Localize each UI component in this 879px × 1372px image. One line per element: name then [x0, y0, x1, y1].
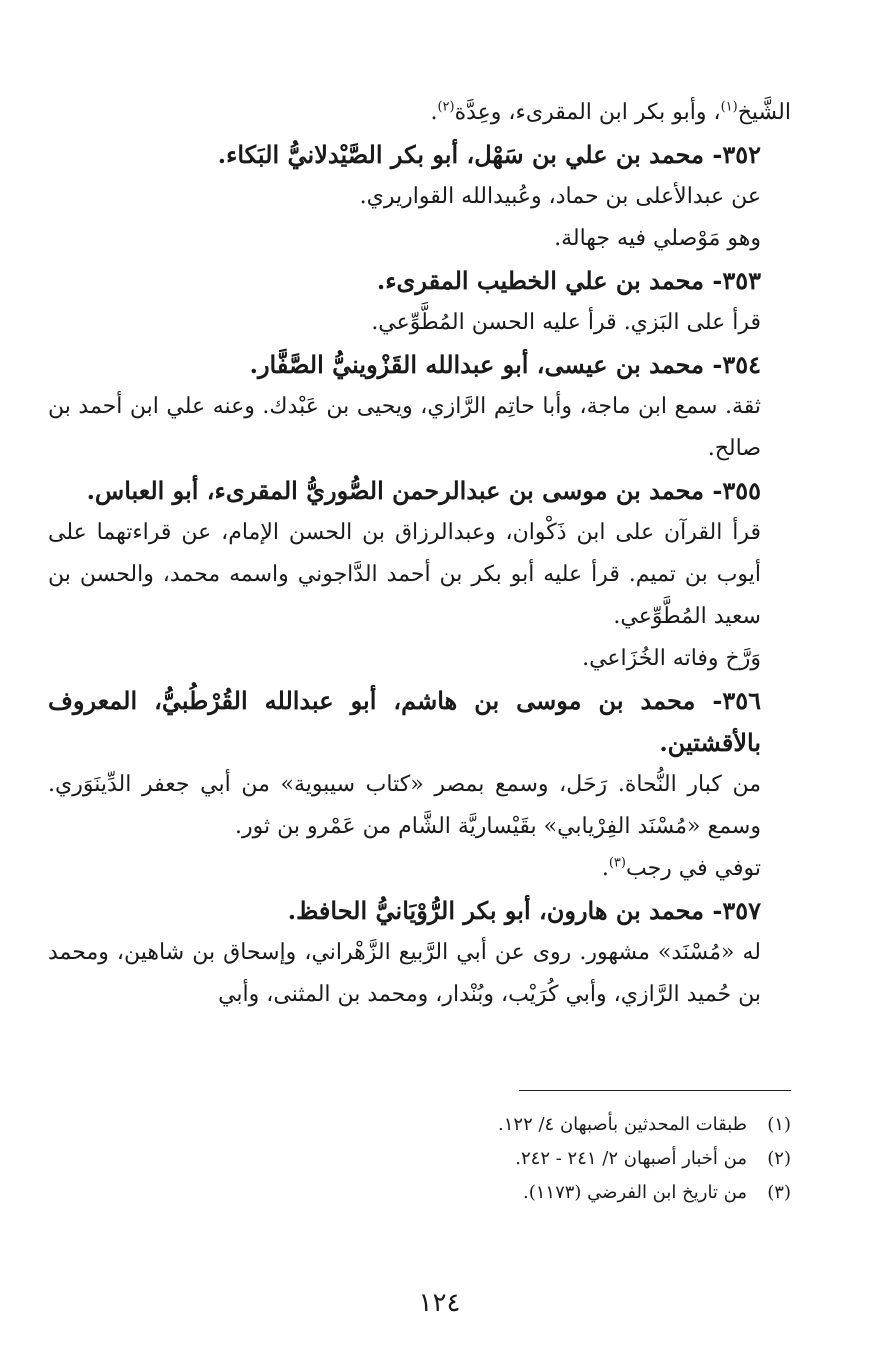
entry-title: محمد بن هارون، أبو بكر الرُّوْيَانيُّ الحافظ. [287, 896, 704, 925]
footnote-divider [519, 1090, 791, 1091]
entry-title: محمد بن علي بن سَهْل، أبو بكر الصَّيْدلانيُّ البَكاء. [217, 140, 704, 169]
footnotes [48, 1108, 791, 1210]
entry-number: ٣٥٥- [712, 476, 761, 505]
footnote-mark: (١) [767, 1114, 791, 1135]
entry-355-text-1: قرأ القرآن على ابن ذَكْوان، وعبدالرزاق بن الحسن الإمام، عن قراءتهما على أيوب بن تميم. قرأ عليه أبو بكر بن أحمد الدَّاجوني واسمه محمد، والحسن بن سعيد المُطَّوِّعي. [48, 520, 762, 629]
entry-title: محمد بن علي الخطيب المقرىء. [376, 266, 704, 295]
entry-number: ٣٥٧- [712, 896, 761, 925]
entry-354-text-1: ثقة. سمع ابن ماجة، وأبا حاتِم الرَّازي، ويحيى بن عَبْدك. وعنه علي ابن أحمد بن صالح. [48, 394, 761, 461]
entry-356-heading [48, 680, 791, 764]
entry-354-heading [48, 344, 791, 386]
footnote-2 [48, 1142, 791, 1176]
text-fragment: . [430, 100, 438, 125]
entry-number: ٣٥٣- [712, 266, 761, 295]
text-fragment: . [601, 856, 609, 881]
page-body [48, 92, 791, 1016]
text-fragment: ، وأبو بكر ابن المقرىء، وعِدَّة [454, 100, 721, 125]
entry-number: ٣٥٤- [712, 350, 761, 379]
text-fragment: توفي في رجب [625, 856, 761, 881]
page-number: ١٢٤ [418, 1288, 461, 1318]
footnote-3 [48, 1176, 791, 1210]
entry-357-text-1: له «مُسْنَد» مشهور. روى عن أبي الرَّبيع الزَّهْراني، وإسحاق بن شاهين، ومحمد بن حُميد الرَّازي، وأبي كُرَيْب، وبُنْدار، ومحمد بن المثنى، وأبي [48, 940, 761, 1007]
entry-number: ٣٥٦- [712, 686, 762, 715]
footnote-1 [48, 1108, 791, 1142]
entry-357-heading [48, 890, 791, 932]
entry-352-text-2: وهو مَوْصلي فيه جهالة. [554, 226, 761, 251]
entry-title: محمد بن موسى بن عبدالرحمن الصُّوريُّ المقرىء، أبو العباس. [86, 476, 704, 505]
continuation-line [48, 92, 791, 134]
footnote-ref-1[interactable]: (١) [720, 99, 738, 115]
footnote-text: طبقات المحدثين بأصبهان ٤/ ١٢٢. [498, 1114, 747, 1135]
entry-355-heading [48, 470, 791, 512]
footnote-text: من تاريخ ابن الفرضي (١١٧٣). [522, 1182, 747, 1203]
footnote-ref-3[interactable]: (٣) [608, 855, 626, 871]
entry-title: محمد بن عيسى، أبو عبدالله القَزْوينيُّ الصَّفَّار. [249, 350, 704, 379]
text-fragment: الشَّيخ [737, 100, 791, 125]
footnote-ref-2[interactable]: (٢) [437, 99, 455, 115]
footnote-mark: (٣) [767, 1182, 791, 1203]
entry-352-heading [48, 134, 791, 176]
entry-title: محمد بن موسى بن هاشم، أبو عبدالله القُرْطُبيُّ، المعروف بالأقشتين. [48, 686, 761, 757]
entry-355-text-2: وَرَّخ وفاته الخُزَاعي. [582, 646, 761, 671]
entry-352-text-1: عن عبدالأعلى بن حماد، وعُبيدالله القواريري. [359, 184, 761, 209]
entry-353-heading [48, 260, 791, 302]
entry-356-text-1: من كبار النُّحاة. رَحَل، وسمع بمصر «كتاب سيبوية» من أبي جعفر الدِّينَوَري. وسمع «مُسْنَد الفِرْيابي» بقَيْساريَّة الشَّام من عَمْرو بن ثور. [48, 772, 761, 839]
entry-number: ٣٥٢- [712, 140, 761, 169]
entry-356-text-2 [48, 848, 791, 890]
footnote-text: من أخبار أصبهان ٢/ ٢٤١ - ٢٤٢. [515, 1148, 747, 1169]
footnote-mark: (٢) [767, 1148, 791, 1169]
entry-353-text-1: قرأ على البَزي. قرأ عليه الحسن المُطَّوِّعي. [371, 310, 761, 335]
